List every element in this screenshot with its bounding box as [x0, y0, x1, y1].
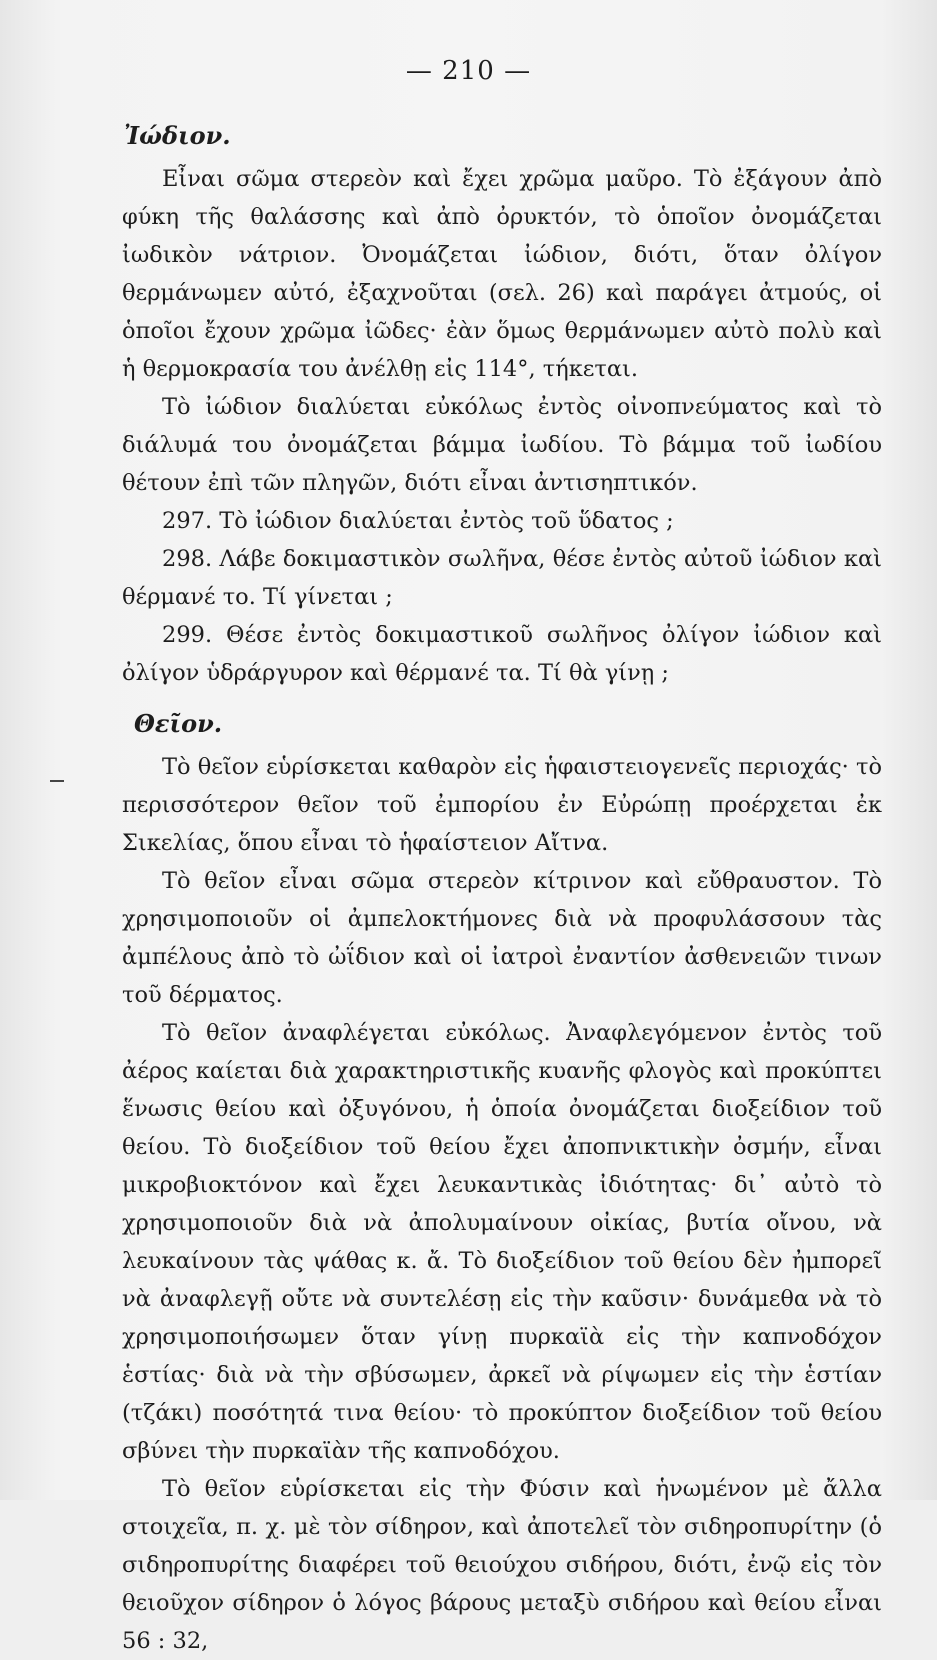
- section-heading-iodine: Ἰώδιον.: [124, 121, 231, 150]
- paragraph: Τὸ θεῖον εὑρίσκεται εἰς τὴν Φύσιν καὶ ἡνωμένον μὲ ἄλλα στοιχεῖα, π. χ. μὲ τὸν σίδηρον, καὶ ἀποτελεῖ τὸν σιδηροπυρίτην (ὁ σιδηροπυρίτης διαφέρει τοῦ θειούχου σιδήρου, διότι, ἐνῷ εἰς τὸν θειοῦχον σίδηρον ὁ λόγος βάρους μεταξὺ σιδήρου καὶ θείου εἶναι 56 : 32,: [122, 1476, 882, 1654]
- paragraph: Εἶναι σῶμα στερεὸν καὶ ἔχει χρῶμα μαῦρο. Τὸ ἐξάγουν ἀπὸ φύκη τῆς θαλάσσης καὶ ἀπὸ ὀρυκτόν, τὸ ὁποῖον ὀνομάζεται ἰωδικὸν νάτριον. Ὀνομάζεται ἰώδιον, διότι, ὅταν ὀλίγον θερμάνωμεν αὐτό, ἐξαχνοῦται (σελ. 26) καὶ παράγει ἀτμούς, οἱ ὁποῖοι ἔχουν χρῶμα ἰῶδες· ἐὰν ὅμως θερμάνωμεν αὐτὸ πολὺ καὶ ἡ θερμοκρασία του ἀνέλθῃ εἰς 114°, τήκεται.: [122, 166, 882, 382]
- exercise-298: 298. Λάβε δοκιμαστικὸν σωλῆνα, θέσε ἐντὸς αὐτοῦ ἰώδιον καὶ θέρμανέ το. Τί γίνεται ;: [122, 546, 882, 610]
- exercise-297: 297. Τὸ ἰώδιον διαλύεται ἐντὸς τοῦ ὕδατος ;: [162, 508, 674, 534]
- paragraph: Τὸ θεῖον εἶναι σῶμα στερεὸν κίτρινον καὶ εὔθραυστον. Τὸ χρησιμοποιοῦν οἱ ἀμπελοκτήμονες διὰ νὰ προφυλάσσουν τὰς ἀμπέλους ἀπὸ τὸ ὠΐδιον καὶ οἱ ἰατροὶ ἐναντίον ἀσθενειῶν τινων τοῦ δέρματος.: [122, 868, 882, 1008]
- paragraph: Τὸ ἰώδιον διαλύεται εὐκόλως ἐντὸς οἰνοπνεύματος καὶ τὸ διάλυμά του ὀνομάζεται βάμμα ἰωδίου. Τὸ βάμμα τοῦ ἰωδίου θέτουν ἐπὶ τῶν πληγῶν, διότι εἶναι ἀντισηπτικόν.: [122, 394, 882, 496]
- section-heading-sulfur: Θεῖον.: [134, 709, 223, 738]
- exercise-299: 299. Θέσε ἐντὸς δοκιμαστικοῦ σωλῆνος ὀλίγον ἰώδιον καὶ ὀλίγον ὑδράργυρον καὶ θέρμανέ τα. Τί θὰ γίνῃ ;: [122, 622, 882, 686]
- page-content: [122, 118, 882, 1660]
- paragraph: Τὸ θεῖον ἀναφλέγεται εὐκόλως. Ἀναφλεγόμενον ἐντὸς τοῦ ἀέρος καίεται διὰ χαρακτηριστικῆς κυανῆς φλογὸς καὶ προκύπτει ἕνωσις θείου καὶ ὀξυγόνου, ἡ ὁποία ὀνομάζεται διοξείδιον τοῦ θείου. Τὸ διοξείδιον τοῦ θείου ἔχει ἀποπνικτικὴν ὀσμήν, εἶναι μικροβιοκτόνον καὶ ἔχει λευκαντικὰς ἰδιότητας· δι᾽ αὐτὸ τὸ χρησιμοποιοῦν διὰ νὰ ἀπολυμαίνουν οἰκίας, βυτία οἴνου, νὰ λευκαίνουν τὰς ψάθας κ. ἄ. Τὸ διοξείδιον τοῦ θείου δὲν ἠμπορεῖ νὰ ἀναφλεγῇ οὔτε νὰ συντελέσῃ εἰς τὴν καῦσιν· δυνάμεθα νὰ τὸ χρησιμοποιήσωμεν ὅταν γίνῃ πυρκαϊὰ εἰς τὴν καπνοδόχον ἑστίας· διὰ νὰ τὴν σβύσωμεν, ἀρκεῖ νὰ ρίψωμεν εἰς τὴν ἑστίαν (τζάκι) ποσότητά τινα θείου· τὸ προκύπτον διοξείδιον τοῦ θείου σβύνει τὴν πυρκαϊὰν τῆς καπνοδόχου.: [122, 1020, 882, 1464]
- page-number: — 210 —: [405, 56, 532, 86]
- paragraph: Τὸ θεῖον εὑρίσκεται καθαρὸν εἰς ἡφαιστειογενεῖς περιοχάς· τὸ περισσότερον θεῖον τοῦ ἐμπορίου ἐν Εὐρώπῃ προέρχεται ἐκ Σικελίας, ὅπου εἶναι τὸ ἡφαίστειον Αἴτνα.: [122, 754, 882, 856]
- margin-pencil-mark: [50, 780, 64, 782]
